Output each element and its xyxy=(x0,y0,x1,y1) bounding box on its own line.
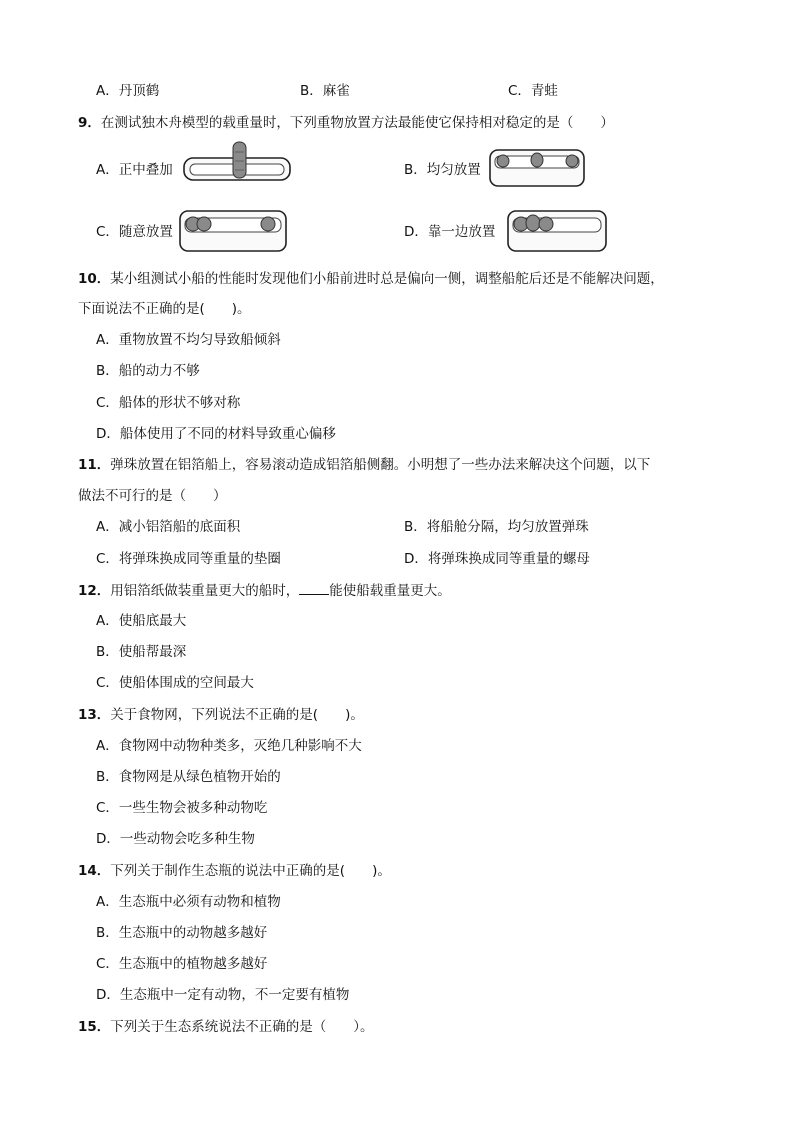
q9-option-a: A．正中叠加 xyxy=(96,162,173,178)
question-number: 13． xyxy=(78,707,111,723)
q12-option-c: C．使船体围成的空间最大 xyxy=(96,675,254,691)
question-number: 14． xyxy=(78,863,111,879)
question-11 xyxy=(78,455,650,475)
q10-option-b: B．船的动力不够 xyxy=(96,363,200,379)
q12-option-b: B．使船帮最深 xyxy=(96,644,187,660)
question-stem: 关于食物网，下列说法不正确的是( )。 xyxy=(110,707,364,723)
question-number: 11． xyxy=(78,457,111,473)
question-stem: 下列关于制作生态瓶的说法中正确的是( )。 xyxy=(110,863,391,879)
question-10-stem-line2: 下面说法不正确的是( )。 xyxy=(78,301,251,317)
q11-option-b: B．将船舱分隔，均匀放置弹珠 xyxy=(404,519,589,535)
question-number: 10． xyxy=(78,271,111,287)
question-15 xyxy=(78,1017,374,1037)
question-9 xyxy=(78,113,614,133)
question-number: 9． xyxy=(78,115,101,131)
question-number: 15． xyxy=(78,1019,111,1035)
boat-even-image xyxy=(488,148,586,188)
question-stem: 弹珠放置在铝箔船上，容易滚动造成铝箔船侧翻。小明想了一些办法来解决这个问题，以下 xyxy=(110,457,651,473)
q10-option-c: C．船体的形状不够对称 xyxy=(96,395,241,411)
q13-option-b: B．食物网是从绿色植物开始的 xyxy=(96,769,281,785)
question-stem: 用铝箔纸做装重量更大的船时， xyxy=(110,583,300,599)
q14-option-b: B．生态瓶中的动物越多越好 xyxy=(96,925,268,941)
q9-option-b: B．均匀放置 xyxy=(404,162,481,178)
q9-option-c: C．随意放置 xyxy=(96,224,173,240)
question-stem-end: 能使船载重量更大。 xyxy=(329,583,451,599)
question-stem: 某小组测试小船的性能时发现他们小船前进时总是偏向一侧，调整船舵后还是不能解决问题， xyxy=(110,271,664,287)
question-11-stem-line2: 做法不可行的是（ ） xyxy=(78,488,227,504)
question-number: 12． xyxy=(78,583,111,599)
q11-option-c: C．将弹珠换成同等重量的垫圈 xyxy=(96,551,281,567)
q10-option-d: D．船体使用了不同的材料导致重心偏移 xyxy=(96,426,336,442)
q14-option-c: C．生态瓶中的植物越多越好 xyxy=(96,956,268,972)
q11-option-d: D．将弹珠换成同等重量的螺母 xyxy=(404,551,590,567)
boat-random-image xyxy=(178,209,288,253)
q14-option-d: D．生态瓶中一定有动物，不一定要有植物 xyxy=(96,987,350,1003)
question-stem: 在测试独木舟模型的载重量时，下列重物放置方法最能使它保持相对稳定的是（ ） xyxy=(100,115,614,131)
q8-option-a: A．丹顶鹤 xyxy=(96,83,160,99)
question-10 xyxy=(78,269,664,289)
boat-center-stack-image xyxy=(182,140,292,182)
q13-option-c: C．一些生物会被多种动物吃 xyxy=(96,800,268,816)
question-14 xyxy=(78,861,391,881)
q8-option-b: B．麻雀 xyxy=(300,83,350,99)
q14-option-a: A．生态瓶中必须有动物和植物 xyxy=(96,894,281,910)
q11-option-a: A．减小铝箔船的底面积 xyxy=(96,519,241,535)
question-13 xyxy=(78,705,364,725)
question-12 xyxy=(78,580,451,601)
q13-option-a: A．食物网中动物种类多，灭绝几种影响不大 xyxy=(96,738,362,754)
q8-option-c: C．青蛙 xyxy=(508,83,558,99)
question-stem: 下列关于生态系统说法不正确的是（ ）。 xyxy=(110,1019,374,1035)
boat-one-side-image xyxy=(506,209,608,253)
q12-option-a: A．使船底最大 xyxy=(96,613,187,629)
q9-option-d: D．靠一边放置 xyxy=(404,224,496,240)
q10-option-a: A．重物放置不均匀导致船倾斜 xyxy=(96,332,281,348)
answer-blank[interactable] xyxy=(299,580,329,595)
q13-option-d: D．一些动物会吃多种生物 xyxy=(96,831,255,847)
